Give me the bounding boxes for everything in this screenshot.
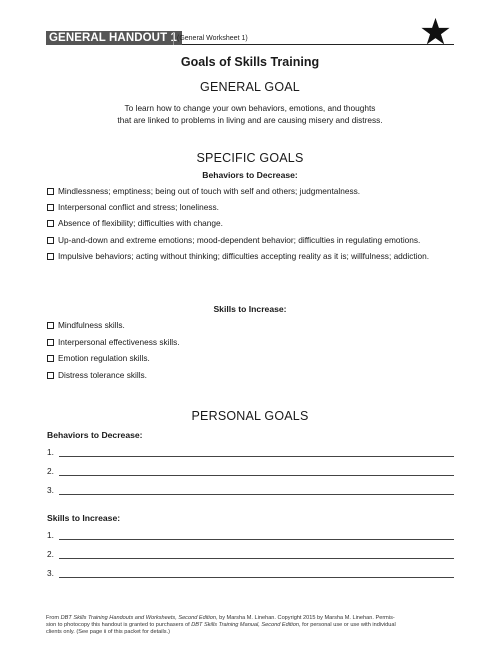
list-item-text: Mindlessness; emptiness; being out of touch with self and others; judgmentalness. — [58, 186, 361, 196]
worksheet-reference: (General Worksheet 1) — [173, 33, 248, 45]
footer-text: , by Marsha M. Linehan. Copyright 2015 by Marsha M. Linehan. Permis- — [215, 615, 395, 621]
checkbox-icon — [47, 220, 54, 227]
checkbox-icon — [47, 322, 54, 329]
footer-text: sion to photocopy this handout is granted to purchasers of — [46, 622, 192, 628]
write-line[interactable] — [59, 494, 454, 495]
goal-number: 3. — [47, 568, 54, 578]
decrease-checklist — [47, 186, 457, 262]
personal-decrease-label: Behaviors to Decrease: — [47, 430, 143, 440]
decrease-subheading: Behaviors to Decrease: — [202, 170, 298, 180]
checkbox-icon — [47, 237, 54, 244]
personal-increase-label: Skills to Increase: — [47, 513, 121, 523]
decrease-goal-line-2[interactable] — [47, 465, 454, 477]
goal-number: 1. — [47, 447, 54, 457]
checkbox-icon — [47, 355, 54, 362]
goal-number: 2. — [47, 549, 54, 559]
goal-number: 3. — [47, 485, 54, 495]
list-item — [47, 251, 457, 263]
list-item — [47, 370, 457, 382]
handout-header — [46, 31, 454, 45]
list-item-text: Interpersonal conflict and stress; loneliness. — [58, 202, 219, 213]
checkbox-icon — [47, 204, 54, 211]
personal-goals-heading: PERSONAL GOALS — [191, 409, 309, 423]
copyright-footer — [46, 615, 456, 636]
increase-goal-line-3[interactable] — [47, 567, 454, 579]
list-item-text: Emotion regulation skills. — [58, 353, 150, 364]
increase-goal-line-2[interactable] — [47, 548, 454, 560]
page-title: Goals of Skills Training — [180, 55, 320, 69]
footer-text: From — [46, 615, 61, 621]
footer-line — [46, 622, 456, 629]
star-icon — [421, 17, 450, 46]
goal-number: 2. — [47, 466, 54, 476]
list-item — [47, 186, 457, 198]
general-goal-line: that are linked to problems in living and are causing misery and distress. — [117, 115, 383, 125]
general-goal-line: To learn how to change your own behaviors, emotions, and thoughts — [124, 103, 376, 113]
general-goal-heading: GENERAL GOAL — [200, 80, 300, 94]
decrease-goal-line-3[interactable] — [47, 484, 454, 496]
footer-book-title: DBT Skills Training Handouts and Worksheets, Second Edition — [60, 615, 216, 621]
checkbox-icon — [47, 253, 54, 260]
write-line[interactable] — [59, 558, 454, 559]
checkbox-icon — [47, 339, 54, 346]
list-item-text: Distress tolerance skills. — [58, 369, 147, 380]
list-item — [47, 353, 457, 365]
decrease-goal-line-1[interactable] — [47, 446, 454, 458]
write-line[interactable] — [59, 577, 454, 578]
footer-line: clients only. (See page ii of this packet for details.) — [46, 629, 170, 635]
increase-checklist — [47, 320, 457, 381]
footer-line — [46, 615, 456, 622]
checkbox-icon — [47, 372, 54, 379]
write-line[interactable] — [59, 539, 454, 540]
list-item-text: Impulsive behaviors; acting without thinking; difficulties accepting reality as it is; willfulness; addiction. — [58, 250, 430, 261]
list-item-text: Absence of flexibility; difficulties with change. — [58, 218, 223, 229]
list-item — [47, 337, 457, 349]
write-line[interactable] — [59, 456, 454, 457]
checkbox-icon — [47, 188, 54, 195]
footer-text: , for personal use or use with individual — [299, 622, 396, 628]
list-item-text: Mindfulness skills. — [58, 320, 125, 330]
specific-goals-heading: SPECIFIC GOALS — [196, 151, 304, 165]
list-item-text: Up-and-down and extreme emotions; mood-dependent behavior; difficulties in regulating emotions. — [58, 234, 421, 245]
footer-manual-title: DBT Skills Training Manual, Second Edition — [191, 622, 300, 628]
handout-label: GENERAL HANDOUT 1 — [46, 31, 182, 45]
goal-number: 1. — [47, 530, 54, 540]
general-goal-text — [80, 102, 420, 126]
list-item-text: Interpersonal effectiveness skills. — [58, 336, 180, 347]
increase-goal-line-1[interactable] — [47, 529, 454, 541]
list-item — [47, 320, 457, 332]
list-item — [47, 218, 457, 230]
write-line[interactable] — [59, 475, 454, 476]
list-item — [47, 235, 457, 247]
list-item — [47, 202, 457, 214]
increase-subheading: Skills to Increase: — [213, 304, 287, 314]
